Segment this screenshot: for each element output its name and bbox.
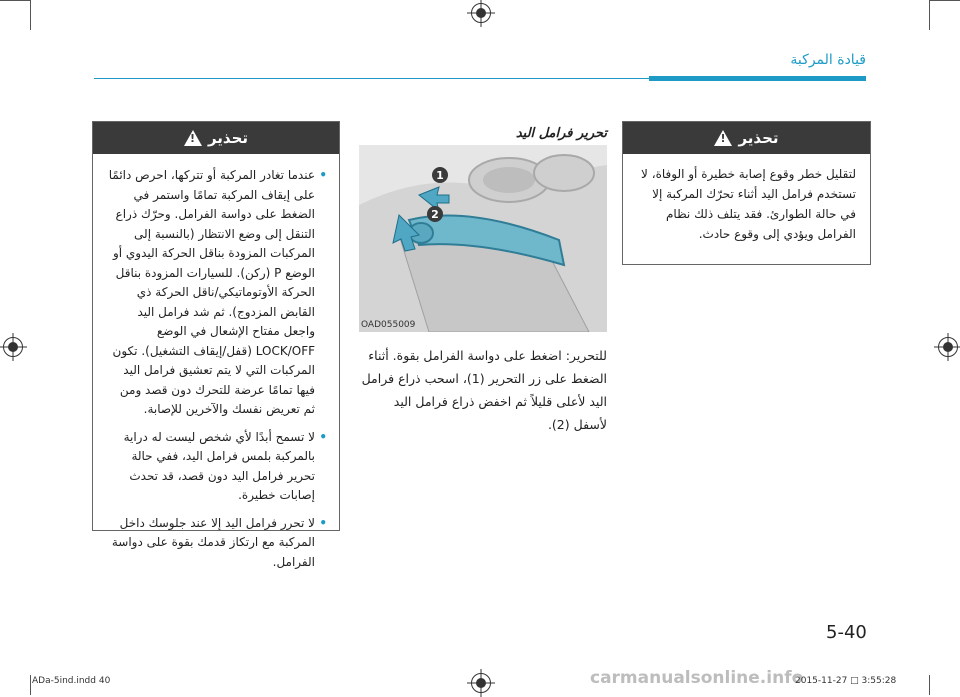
- warning-box-left: [92, 121, 340, 569]
- date-info: 2015-11-27 □ 3:55:28: [795, 676, 897, 686]
- trim-mark: [30, 675, 31, 695]
- warning-list: [93, 154, 339, 572]
- registration-mark-icon: [471, 673, 491, 693]
- warning-text: لتقليل خطر وقوع إصابة خطيرة أو الوفاة، لا تستخدم فرامل اليد أثناء تحرّك المركبة إلا في حالة الطوارئ. فقد يتلف ذلك نظام الفرامل ويؤدي إلى وقوع حادث.: [641, 167, 856, 241]
- warning-header: [623, 122, 870, 154]
- warning-box-right: [622, 121, 871, 265]
- illustration-title: تحرير فرامل اليد: [515, 126, 607, 141]
- callout-2: 2: [427, 206, 443, 222]
- parking-brake-illustration: [359, 145, 607, 332]
- trim-mark: [930, 0, 960, 1]
- trim-mark: [0, 0, 30, 1]
- callout-1: 1: [432, 167, 448, 183]
- trim-mark: [30, 0, 31, 30]
- header-rule: [94, 76, 866, 81]
- trim-mark: [929, 675, 930, 695]
- section-title: قيادة المركبة: [790, 52, 866, 68]
- warning-title: تحذير: [738, 129, 779, 147]
- registration-mark-icon: [938, 337, 958, 357]
- warning-title: تحذير: [207, 129, 249, 147]
- trim-mark: [929, 0, 930, 30]
- registration-mark-icon: [471, 3, 491, 23]
- warning-item: • لا تحرر فرامل اليد إلا عند جلوسك داخل المركبة مع ارتكاز قدمك بقوة على دواسة الفرامل.: [107, 514, 327, 573]
- illustration-code: OAD055009: [361, 320, 416, 330]
- file-info: ADa-5ind.indd 40: [32, 676, 111, 686]
- warning-header: [93, 122, 339, 154]
- page-number: 5-40: [826, 622, 867, 643]
- warning-item: • لا تسمح أبدًا لأي شخص ليست له دراية بالمركبة بلمس فرامل اليد، ففي حالة تحرير فرامل اليد دون قصد، قد تحدث إصابات خطيرة.: [107, 428, 327, 506]
- release-instructions: للتحرير: اضغط على دواسة الفرامل بقوة. أثناء الضغط على زر التحرير (1)، اسحب ذراع فرامل اليد لأعلى قليلاً ثم اخفض ذراع فرامل اليد لأسفل (2).: [361, 348, 607, 432]
- parking-brake-drawing: [359, 145, 607, 332]
- warning-triangle-icon: !: [184, 130, 202, 146]
- warning-item: • عندما تغادر المركبة أو تتركها، احرص دائمًا على إيقاف المركبة تمامًا واستمر في الضغط على دواسة الفرامل. وحرّك ذراع التنقل إلى وضع الانتظار (بالنسبة إلى المركبات المزودة بناقل الحركة اليدوي أو الوضع P (ركن). للسيارات المزودة بناقل الحركة الأوتوماتيكي/ناقل الحركة ذي القابض المزدوج). ثم شد فرامل اليد واجعل مفتاح الإشعال في الوضع LOCK/OFF (قفل/إيقاف التشغيل). تكون المركبات التي لا يتم تعشيق فرامل اليد فيها تمامًا عرضة للتحرك دون قصد ومن ثم تعريض نفسك والآخرين للإصابة.: [107, 166, 327, 420]
- registration-mark-icon: [3, 337, 23, 357]
- warning-triangle-icon: !: [714, 130, 732, 146]
- watermark: carmanualsonline.info: [590, 668, 804, 688]
